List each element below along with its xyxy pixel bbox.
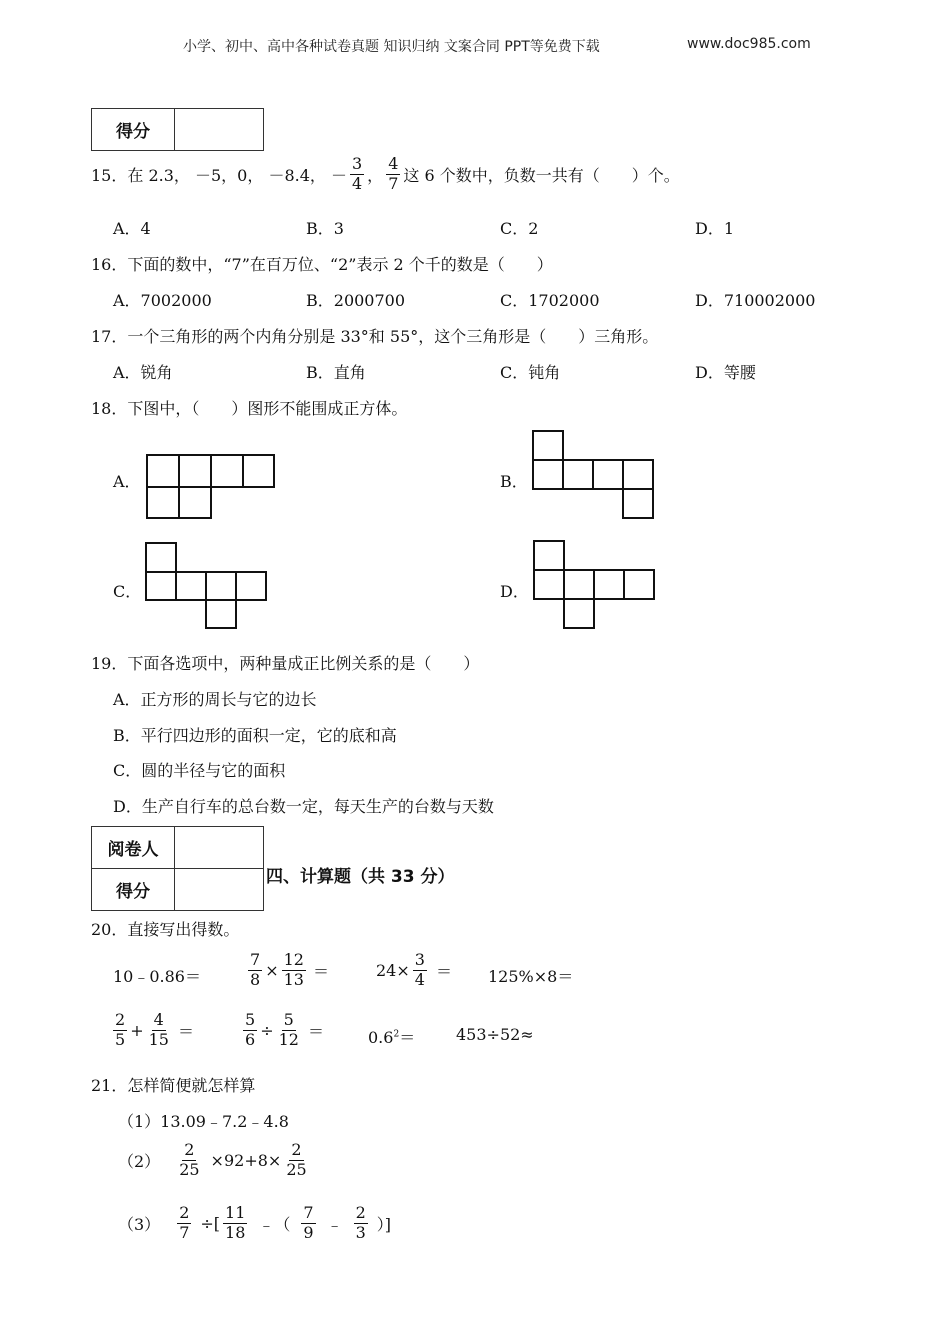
q19-option-b[interactable]: B．平行四边形的面积一定，它的底和高 — [113, 726, 397, 745]
q21-part-3: （3） $\frac{2}{7}$ ÷[ $\frac{11}{18}$ ﹣（ $\frac{7}{9}$ ﹣ $\frac{2}{3}$ ）] — [118, 1203, 392, 1242]
score-box — [91, 108, 264, 151]
question-15-sep: ， — [367, 165, 384, 185]
question-19: 19．下面各选项中，两种量成正比例关系的是（ ） — [91, 654, 480, 673]
fraction: $\frac{7}{9}$ — [303, 1203, 314, 1242]
q16-option-d[interactable]: D．710002000 — [695, 291, 816, 310]
calc-6: $\frac{5}{6}$ ÷ $\frac{5}{12}$ ＝ — [245, 1010, 324, 1049]
question-21: 21．怎样简便就怎样算 — [91, 1076, 256, 1095]
fraction: $\frac{2}{7}$ — [179, 1203, 190, 1242]
question-15-pre: 在 2.3， －5，0， －8.4， － — [127, 165, 347, 185]
fraction: $\frac{11}{18}$ — [225, 1203, 246, 1242]
calc-2: $\frac{7}{8}$ × $\frac{12}{13}$ ＝ — [250, 950, 329, 989]
question-17: 17．一个三角形的两个内角分别是 33°和 55°，这个三角形是（ ）三角形。 — [91, 327, 659, 346]
header-site[interactable]: www.doc985.com — [687, 36, 811, 52]
fraction: $\frac{2}{25}$ — [286, 1140, 307, 1179]
q15-option-c[interactable]: C．2 — [500, 219, 539, 238]
question-15-post: 这 6 个数中，负数一共有（ ）个。 — [403, 165, 680, 185]
fraction: $\frac{5}{6}$ — [245, 1010, 256, 1049]
q17-option-c[interactable]: C．钝角 — [500, 363, 561, 382]
reviewer-score-box — [91, 826, 264, 911]
calc-4: 125%×8＝ — [488, 967, 574, 986]
reviewer-cell — [175, 827, 264, 869]
q15-option-d[interactable]: D．1 — [695, 219, 735, 238]
q16-option-a[interactable]: A．7002000 — [113, 291, 212, 310]
section-title: 四、计算题（共 33 分） — [266, 867, 455, 887]
question-18: 18．下图中，（ ）图形不能围成正方体。 — [91, 399, 408, 418]
fraction: $\frac{2}{5}$ — [115, 1010, 126, 1049]
fraction: $\frac{4}{7}$ — [388, 154, 399, 193]
fraction: $\frac{7}{8}$ — [250, 950, 261, 989]
score-cell — [175, 869, 264, 911]
question-15-number: 15． — [91, 165, 128, 185]
cube-net-b[interactable] — [532, 430, 656, 520]
score-label: 得分 — [92, 109, 175, 151]
q18-label-c[interactable]: C． — [113, 582, 142, 601]
calc-3: 24× $\frac{3}{4}$ ＝ — [376, 950, 452, 989]
question-16: 16．下面的数中，“7”在百万位、“2”表示 2 个千的数是（ ） — [91, 255, 553, 274]
calc-5: $\frac{2}{5}$ + $\frac{4}{15}$ ＝ — [115, 1010, 194, 1049]
q15-option-a[interactable]: A．4 — [113, 219, 151, 238]
q21-part-1: （1）13.09﹣7.2﹣4.8 — [118, 1112, 289, 1131]
cube-net-c[interactable] — [145, 542, 269, 630]
q18-label-b[interactable]: B． — [500, 472, 528, 491]
calc-1: 10﹣0.86＝ — [113, 967, 201, 986]
q18-label-d[interactable]: D． — [500, 582, 529, 601]
fraction: $\frac{2}{3}$ — [355, 1203, 366, 1242]
reviewer-label: 阅卷人 — [92, 827, 175, 869]
q19-option-c[interactable]: C．圆的半径与它的面积 — [113, 761, 286, 780]
q17-option-d[interactable]: D．等腰 — [695, 363, 756, 382]
q21-part-2: （2） $\frac{2}{25}$ ×92+8× $\frac{2}{25}$ — [118, 1140, 307, 1179]
q17-option-a[interactable]: A．锐角 — [113, 363, 173, 382]
calc-7: $0.6^2=$ — [368, 1028, 416, 1047]
fraction: $\frac{12}{13}$ — [283, 950, 304, 989]
q19-option-d[interactable]: D．生产自行车的总台数一定，每天生产的台数与天数 — [113, 797, 494, 816]
calc-8: 453÷52≈ — [456, 1025, 534, 1044]
fraction: $\frac{2}{25}$ — [179, 1140, 200, 1179]
q19-option-a[interactable]: A．正方形的周长与它的边长 — [113, 690, 317, 709]
score-label: 得分 — [92, 869, 175, 911]
header-text: 小学、初中、高中各种试卷真题 知识归纳 文案合同 PPT等免费下载 — [183, 39, 600, 55]
question-15 — [91, 156, 680, 193]
fraction: $\frac{4}{15}$ — [148, 1010, 169, 1049]
question-20: 20．直接写出得数。 — [91, 920, 240, 939]
score-cell — [175, 109, 264, 151]
fraction: $\frac{3}{4}$ — [351, 154, 363, 193]
q16-option-b[interactable]: B．2000700 — [306, 291, 406, 310]
q17-option-b[interactable]: B．直角 — [306, 363, 366, 382]
q15-option-b[interactable]: B．3 — [306, 219, 344, 238]
cube-net-d[interactable] — [533, 540, 657, 630]
q18-label-a[interactable]: A． — [113, 472, 141, 491]
q16-option-c[interactable]: C．1702000 — [500, 291, 600, 310]
fraction: $\frac{5}{12}$ — [278, 1010, 299, 1049]
cube-net-a[interactable] — [146, 454, 276, 520]
fraction: $\frac{3}{4}$ — [414, 950, 425, 989]
